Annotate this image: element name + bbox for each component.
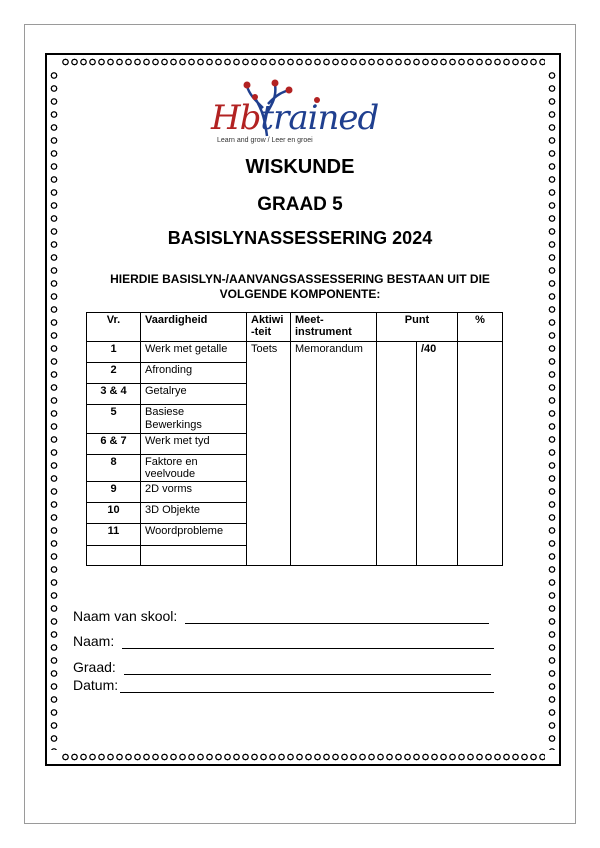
brand-name: Hbtrained: [211, 98, 379, 138]
question-number: 1: [87, 342, 141, 363]
school-name-field: [73, 608, 489, 624]
border-ornament-top: [61, 57, 545, 67]
header-vr: Vr.: [87, 313, 141, 342]
grade-label: Graad:: [73, 659, 116, 675]
components-table: [86, 312, 503, 566]
date-line[interactable]: [120, 678, 494, 693]
brand-tagline: Learn and grow / Leer en groei: [217, 137, 313, 144]
grade-line[interactable]: [124, 660, 491, 675]
header-skill: Vaardigheid: [141, 313, 247, 342]
subject-title: WISKUNDE: [245, 156, 355, 178]
question-number: 8: [87, 455, 141, 482]
school-name-line[interactable]: [185, 609, 489, 624]
name-label: Naam:: [73, 633, 115, 649]
table-row: [87, 342, 503, 363]
skill-cell: 2D vorms: [141, 482, 247, 503]
instrument-cell: Memorandum: [291, 342, 377, 566]
header-instrument: Meet-instrument: [291, 313, 377, 342]
skill-cell: [141, 546, 247, 566]
school-name-label: Naam van skool:: [73, 608, 178, 624]
header-percent: %: [458, 313, 503, 342]
name-field: [73, 633, 494, 649]
skill-cell: 3D Objekte: [141, 503, 247, 524]
skill-cell: Getalrye: [141, 384, 247, 405]
header-points: Punt: [377, 313, 458, 342]
total-cell: /40: [417, 342, 458, 566]
date-label: Datum:: [73, 677, 119, 693]
skill-cell: Werk met tyd: [141, 434, 247, 455]
question-number: [87, 546, 141, 566]
question-number: 11: [87, 524, 141, 546]
table-header-row: [87, 313, 503, 342]
skill-cell: Woordprobleme: [141, 524, 247, 546]
header-activity: Aktiwi -teit: [247, 313, 291, 342]
components-description: HIERDIE BASISLYN-/AANVANGSASSESSERING BESTAAN UIT DIE VOLGENDE KOMPONENTE:: [110, 272, 490, 301]
grade-field: [73, 659, 491, 675]
skill-cell: Afronding: [141, 363, 247, 384]
question-number: 3 & 4: [87, 384, 141, 405]
skill-cell: Werk met getalle: [141, 342, 247, 363]
activity-cell: Toets: [247, 342, 291, 566]
date-field: [73, 677, 494, 693]
question-number: 10: [87, 503, 141, 524]
skill-cell: Faktore en veelvoude: [141, 455, 247, 482]
brand-logo: [205, 76, 395, 152]
question-number: 9: [87, 482, 141, 503]
score-cell: [377, 342, 417, 566]
border-ornament-bottom: [61, 752, 545, 762]
name-line[interactable]: [122, 634, 494, 649]
skill-cell: Basiese Bewerkings: [141, 405, 247, 434]
percent-cell: [458, 342, 503, 566]
grade-title: GRAAD 5: [257, 194, 343, 215]
question-number: 6 & 7: [87, 434, 141, 455]
assessment-title: BASISLYNASSESSERING 2024: [167, 228, 433, 248]
question-number: 2: [87, 363, 141, 384]
question-number: 5: [87, 405, 141, 434]
